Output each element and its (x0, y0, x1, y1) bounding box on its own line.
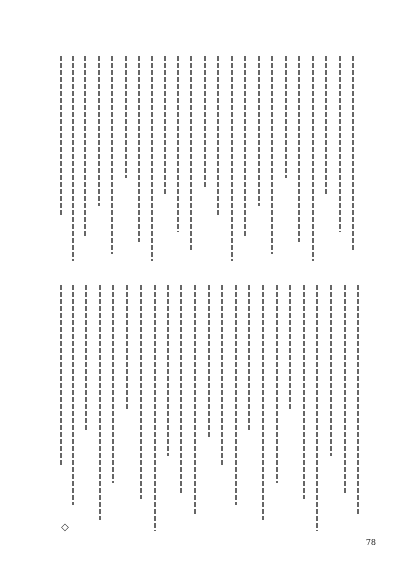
upper-text-line (285, 56, 287, 178)
upper-text-line (125, 56, 127, 178)
lower-text-line (180, 285, 182, 493)
lower-text-line (357, 285, 359, 515)
lower-text-line (303, 285, 305, 499)
lower-text-line (221, 285, 223, 465)
lower-vertical-text-column (50, 285, 368, 540)
upper-text-line (98, 56, 100, 206)
upper-text-line (138, 56, 140, 242)
lower-text-line (289, 285, 291, 411)
upper-text-line (177, 56, 179, 232)
lower-text-line (194, 285, 196, 515)
upper-text-line (244, 56, 246, 236)
lower-text-line (85, 285, 87, 430)
lower-text-line (126, 285, 128, 411)
lower-text-line (262, 285, 264, 520)
lower-text-line (60, 285, 62, 465)
lower-text-line (344, 285, 346, 493)
lower-text-line (248, 285, 250, 430)
upper-text-line (151, 56, 153, 261)
upper-text-line (84, 56, 86, 236)
upper-text-line (72, 56, 74, 261)
upper-text-line (217, 56, 219, 216)
lower-text-line (167, 285, 169, 456)
upper-text-line (339, 56, 341, 232)
upper-text-line (231, 56, 233, 261)
page-number: 78 (365, 538, 376, 547)
lower-text-line (208, 285, 210, 437)
upper-text-line (352, 56, 354, 252)
lower-text-line (112, 285, 114, 483)
lower-text-line (235, 285, 237, 505)
upper-text-line (325, 56, 327, 196)
upper-text-line (312, 56, 314, 261)
upper-text-line (204, 56, 206, 188)
lower-text-line (276, 285, 278, 483)
upper-text-line (60, 56, 62, 216)
upper-text-line (164, 56, 166, 196)
upper-text-line (190, 56, 192, 252)
upper-vertical-text-column (50, 56, 368, 266)
lower-text-line (330, 285, 332, 456)
lower-text-line (72, 285, 74, 505)
upper-text-line (298, 56, 300, 242)
lower-text-line (99, 285, 101, 520)
lower-text-line (140, 285, 142, 499)
lower-text-line (154, 285, 156, 531)
diamond-ornament: ◇ (61, 522, 69, 533)
upper-text-line (111, 56, 113, 254)
upper-text-line (271, 56, 273, 254)
lower-text-line (316, 285, 318, 531)
upper-text-line (258, 56, 260, 206)
